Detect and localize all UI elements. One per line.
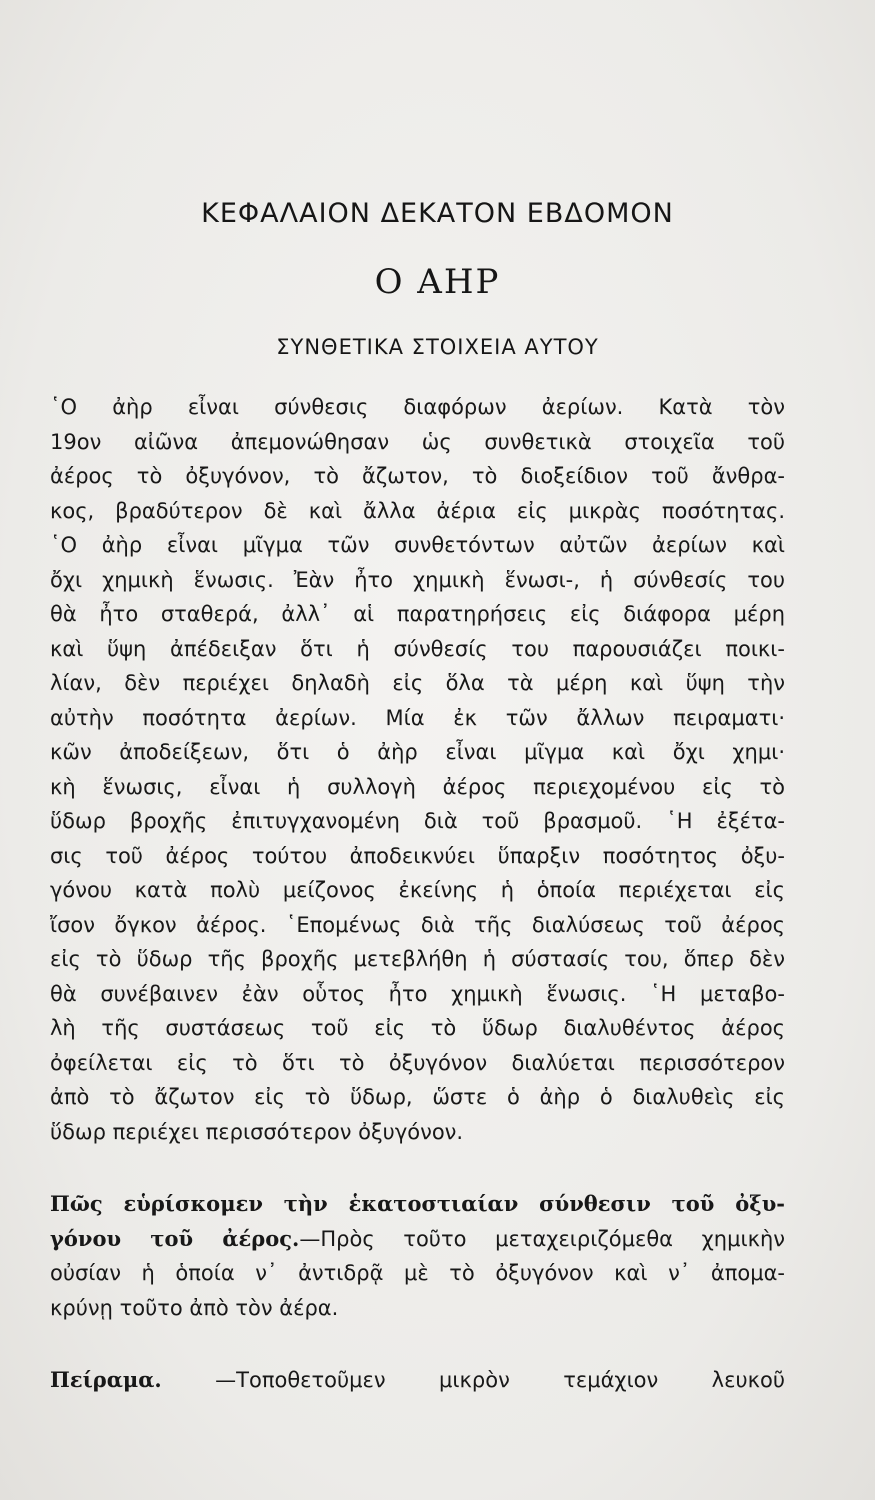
text-line: ἀπὸ τὸ ἄζωτον εἰς τὸ ὕδωρ, ὥστε ὁ ἀὴρ ὁ διαλυθεὶς εἰς	[50, 1085, 785, 1109]
text-line: λίαν, δὲν περιέχει δηλαδὴ εἰς ὅλα τὰ μέρη καὶ ὕψη τὴν	[50, 671, 785, 695]
text-line: ὕδωρ βροχῆς ἐπιτυγχανομένη διὰ τοῦ βρασμοῦ. ῾Η ἐξέτα-	[50, 809, 785, 833]
text-line: ἀέρος τὸ ὀξυγόνον, τὸ ἄζωτον, τὸ διοξείδιον τοῦ ἄνθρα-	[50, 464, 785, 488]
text-line: εἰς τὸ ὕδωρ τῆς βροχῆς μετεβλήθη ἡ σύστασίς του, ὅπερ δὲν	[50, 947, 785, 971]
paragraph-gap	[50, 1149, 785, 1187]
text-line: κὴ ἕνωσις, εἶναι ἡ συλλογὴ ἀέρος περιεχομένου εἰς τὸ	[50, 774, 785, 799]
paragraph-oxygen-percentage	[50, 1187, 785, 1325]
section-heading-run: γόνου τοῦ ἀέρος.	[50, 1225, 300, 1251]
text-run: —Πρὸς τοῦτο μεταχειριζόμεθα χημικὴν	[299, 1226, 785, 1251]
text-line: 19ον αἰῶνα ἀπεμονώθησαν ὡς συνθετικὰ στοιχεῖα τοῦ	[50, 429, 785, 454]
experiment-heading: Πείραμα.	[50, 1367, 162, 1392]
text-line	[50, 1222, 785, 1257]
text-line: ὄχι χημικὴ ἕνωσις. Ἐὰν ἦτο χημικὴ ἕνωσι-, ἡ σύνθεσίς του	[50, 567, 785, 592]
text-line: ῾Ο ἀὴρ εἶναι σύνθεσις διαφόρων ἀερίων. Κατὰ τὸν	[50, 395, 785, 419]
chapter-title: Ο ΑΗΡ	[374, 262, 501, 302]
paragraph-composition	[50, 390, 785, 1149]
text-line: οὐσίαν ἡ ὁποία ν᾽ ἀντιδρᾷ μὲ τὸ ὀξυγόνον καὶ ν᾽ ἀπομα-	[50, 1261, 785, 1285]
paragraph-experiment	[50, 1363, 785, 1398]
text-line: γόνου κατὰ πολὺ μείζονος ἐκείνης ἡ ὁποία περιέχεται εἰς	[50, 878, 785, 902]
text-line: καὶ ὕψη ἀπέδειξαν ὅτι ἡ σύνθεσίς του παρουσιάζει ποικι-	[50, 636, 785, 661]
text-line: κος, βραδύτερον δὲ καὶ ἄλλα ἀέρια εἰς μικρὰς ποσότητας.	[50, 498, 785, 523]
text-line	[50, 1363, 785, 1398]
text-line: κῶν ἀποδείξεων, ὅτι ὁ ἀὴρ εἶναι μῖγμα καὶ ὄχι χημι·	[50, 740, 785, 764]
text-line: θὰ συνέβαινεν ἐὰν οὗτος ἦτο χημικὴ ἕνωσις. ῾Η μεταβο-	[50, 981, 785, 1006]
text-run: —Τοποθετοῦμεν μικρὸν τεμάχιον λευκοῦ	[161, 1368, 785, 1392]
section-subtitle: ΣΥΝΘΕΤΙΚΑ ΣΤΟΙΧΕΙΑ ΑΥΤΟΥ	[276, 335, 599, 359]
text-line: θὰ ἦτο σταθερά, ἀλλ᾽ αἱ παρατηρήσεις εἰς διάφορα μέρη	[50, 602, 785, 626]
text-line: ἴσον ὄγκον ἀέρος. ῾Επομένως διὰ τῆς διαλύσεως τοῦ ἀέρος	[50, 912, 785, 937]
text-line: σις τοῦ ἀέρος τούτου ἀποδεικνύει ὕπαρξιν ποσότητος ὀξυ-	[50, 843, 785, 868]
body-text	[50, 390, 785, 1398]
text-line: αὐτὴν ποσότητα ἀερίων. Μία ἐκ τῶν ἄλλων πειραματι·	[50, 705, 785, 730]
text-line: ῾Ο ἀὴρ εἶναι μῖγμα τῶν συνθετόντων αὐτῶν ἀερίων καὶ	[50, 533, 785, 557]
chapter-heading: ΚΕΦΑΛΑΙΟΝ ΔΕΚΑΤΟΝ ΕΒΔΟΜΟΝ	[201, 198, 674, 229]
text-line: λὴ τῆς συστάσεως τοῦ εἰς τὸ ὕδωρ διαλυθέντος ἀέρος	[50, 1016, 785, 1040]
section-heading-line: Πῶς εὑρίσκομεν τὴν ἑκατοστιαίαν σύνθεσιν τοῦ ὀξυ-	[50, 1191, 785, 1216]
text-line: ὕδωρ περιέχει περισσότερον ὀξυγόνον.	[50, 1119, 464, 1144]
text-line: κρύνῃ τοῦτο ἀπὸ τὸν ἀέρα.	[50, 1295, 339, 1320]
text-line: ὀφείλεται εἰς τὸ ὅτι τὸ ὀξυγόνον διαλύεται περισσότερον	[50, 1050, 785, 1075]
paragraph-gap	[50, 1325, 785, 1363]
